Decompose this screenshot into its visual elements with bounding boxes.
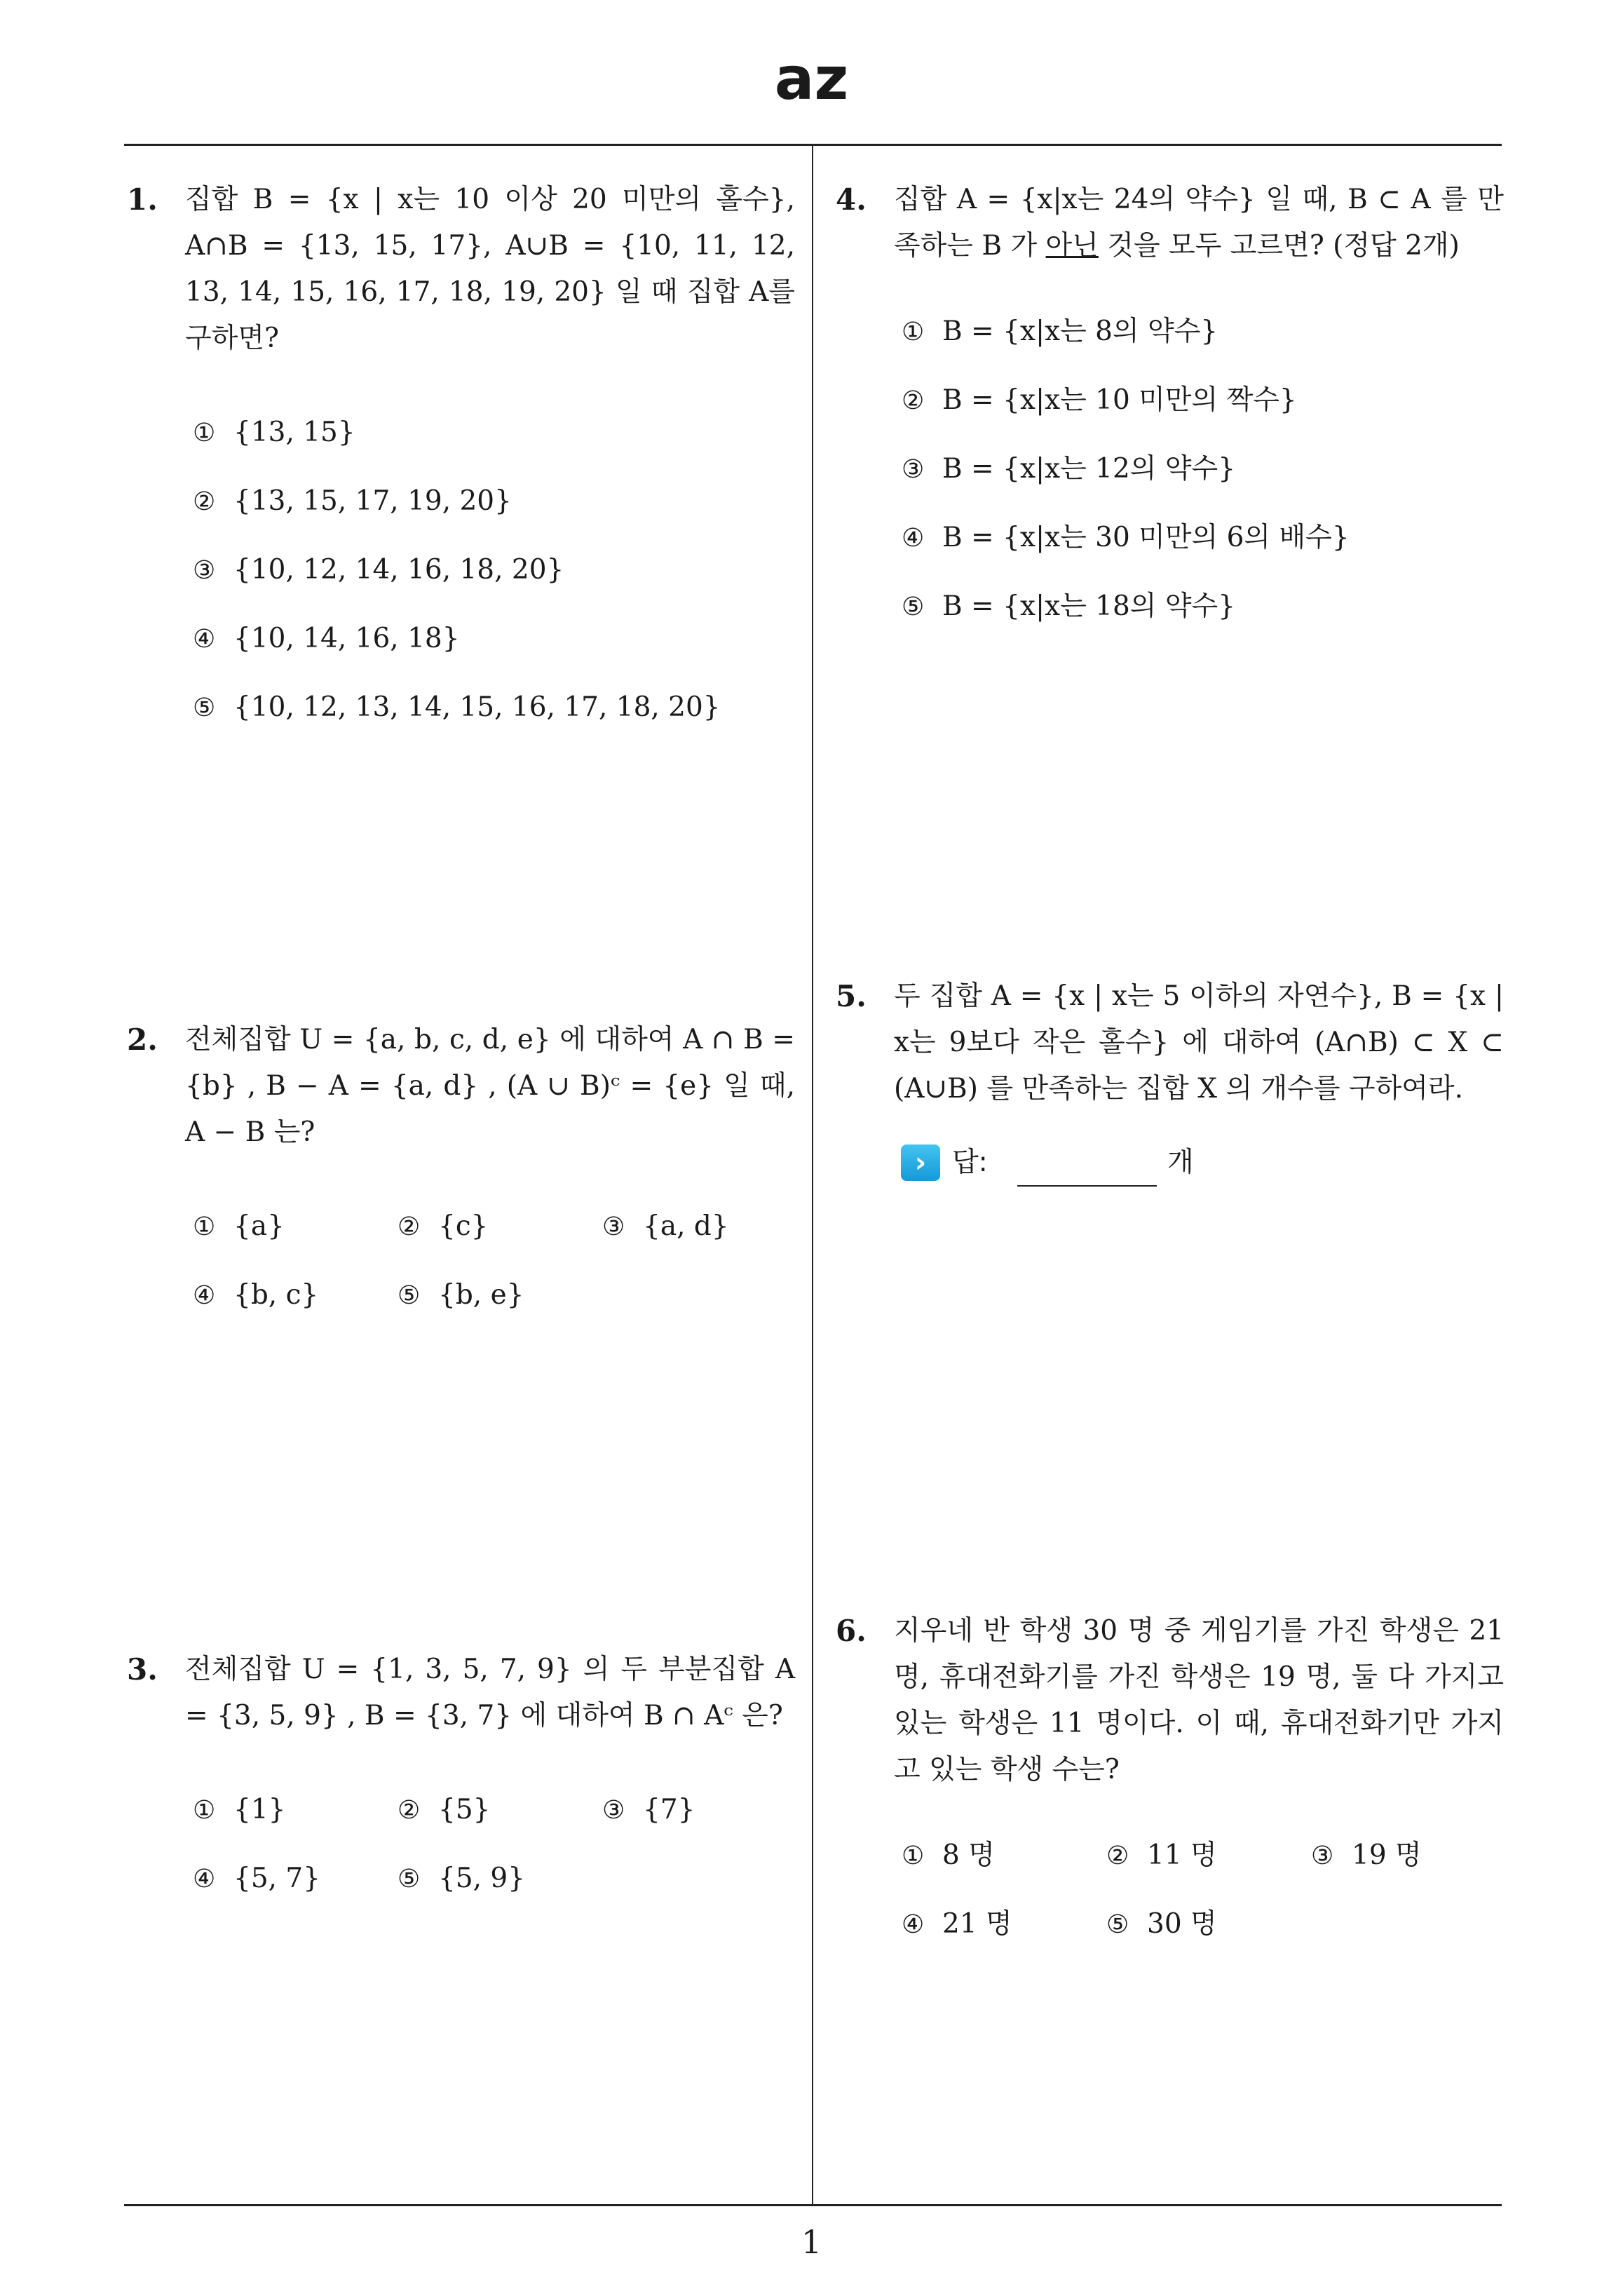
- choice-mark: ④: [193, 625, 216, 654]
- question-stem: 전체집합 U = {a, b, c, d, e} 에 대하여 A ∩ B = {b} , B − A = {a, d} , (A ∪ B)ᶜ = {e} 일 때, A − B 는?: [185, 1024, 795, 1148]
- choice-text: {5}: [438, 1794, 491, 1825]
- question-4: [833, 177, 1506, 641]
- choice-text: B = {x|x는 10 미만의 짝수}: [942, 384, 1297, 416]
- choice-text: B = {x|x는 18의 약수}: [942, 590, 1236, 622]
- choice-text: {b, c}: [233, 1279, 319, 1311]
- question-5: [833, 973, 1506, 1195]
- choice-mark: ⑤: [193, 694, 216, 722]
- choice-list: [193, 1192, 824, 1330]
- choice-3[interactable]: [902, 435, 1506, 504]
- choice-mark: ④: [193, 1281, 216, 1310]
- choice-mark: ②: [902, 386, 925, 415]
- question-2: [124, 1017, 797, 1330]
- choice-mark: ④: [193, 1865, 216, 1893]
- choice-text: {10, 12, 14, 16, 18, 20}: [233, 554, 564, 586]
- choice-list: [902, 297, 1506, 641]
- choice-5[interactable]: [1106, 1890, 1311, 1959]
- question-stem: 집합 B = {x | x는 10 이상 20 미만의 홀수}, A∩B = {13, 15, 17}, A∪B = {10, 11, 12, 13, 14, 15, 16, 17, 18, 19, 20} 일 때 집합 A를 구하면?: [185, 184, 795, 354]
- choice-4[interactable]: [902, 1890, 1106, 1959]
- choice-mark: ③: [602, 1796, 625, 1825]
- choice-text: B = {x|x는 12의 약수}: [942, 453, 1236, 485]
- choice-3[interactable]: [1311, 1821, 1516, 1890]
- choice-4[interactable]: [902, 504, 1506, 572]
- choice-text: {13, 15, 17, 19, 20}: [233, 485, 512, 517]
- answer-label: 답:: [952, 1147, 988, 1178]
- choice-mark: ③: [902, 455, 925, 484]
- choice-1[interactable]: [902, 297, 1506, 366]
- choice-3[interactable]: [602, 1776, 807, 1844]
- choice-4[interactable]: [193, 605, 797, 673]
- choice-mark: ①: [902, 1842, 925, 1870]
- question-stem: 두 집합 A = {x | x는 5 이하의 자연수}, B = {x | x는 9보다 작은 홀수} 에 대하여 (A∩B) ⊂ X ⊂ (A∪B) 를 만족하는 집합 X 의 개수를 구하여라.: [894, 980, 1504, 1105]
- choice-text: B = {x|x는 8의 약수}: [942, 316, 1218, 347]
- answer-unit: 개: [1167, 1147, 1194, 1178]
- choice-text: 19 명: [1352, 1839, 1422, 1871]
- question-number: 4.: [836, 182, 867, 217]
- choice-mark: ⑤: [1106, 1910, 1129, 1939]
- choice-mark: ③: [1311, 1842, 1334, 1870]
- page-number: 1: [801, 2223, 822, 2261]
- choice-mark: ②: [398, 1796, 421, 1825]
- stem-text: 것을 모두 고르면? (정답 2개): [1098, 230, 1460, 262]
- choice-text: 11 명: [1147, 1839, 1217, 1871]
- choice-mark: ⑤: [398, 1865, 421, 1893]
- choice-text: {13, 15}: [233, 417, 355, 448]
- choice-mark: ②: [1106, 1842, 1129, 1870]
- choice-text: {10, 14, 16, 18}: [233, 623, 460, 654]
- stem-text: 집합 A = {x|x는 24의 약수} 일 때, B ⊂ A 를 만족하는 B 가: [894, 184, 1504, 262]
- question-3: [124, 1647, 797, 1913]
- choice-text: {1}: [233, 1794, 286, 1825]
- choice-1[interactable]: [193, 1192, 398, 1261]
- question-number: 2.: [127, 1022, 158, 1057]
- choice-1[interactable]: [193, 1776, 398, 1844]
- question-number: 3.: [127, 1652, 158, 1687]
- choice-2[interactable]: [902, 366, 1506, 435]
- question-number: 6.: [836, 1614, 867, 1648]
- choice-text: B = {x|x는 30 미만의 6의 배수}: [942, 522, 1350, 553]
- footer-divider: [124, 2204, 1502, 2206]
- choice-text: 21 명: [942, 1908, 1012, 1940]
- choice-text: {b, e}: [438, 1279, 524, 1311]
- choice-3[interactable]: [193, 536, 797, 605]
- choice-1[interactable]: [193, 398, 797, 467]
- question-number: 1.: [127, 182, 158, 217]
- question-stem: 전체집합 U = {1, 3, 5, 7, 9} 의 두 부분집합 A = {3, 5, 9} , B = {3, 7} 에 대하여 B ∩ Aᶜ 은?: [185, 1654, 795, 1731]
- choice-mark: ④: [902, 1910, 925, 1939]
- choice-mark: ⑤: [902, 593, 925, 621]
- choice-mark: ②: [193, 487, 216, 516]
- choice-5[interactable]: [398, 1261, 602, 1330]
- choice-2[interactable]: [193, 467, 797, 536]
- question-6: [833, 1608, 1506, 1959]
- question-1: [124, 177, 797, 742]
- choice-1[interactable]: [902, 1821, 1106, 1890]
- choice-4[interactable]: [193, 1261, 398, 1330]
- choice-list: [902, 1821, 1533, 1959]
- choice-text: 8 명: [942, 1839, 995, 1871]
- choice-3[interactable]: [602, 1192, 807, 1261]
- choice-text: {5, 9}: [438, 1863, 526, 1894]
- choice-5[interactable]: [398, 1844, 602, 1913]
- underlined-word: 아닌: [1045, 230, 1099, 262]
- choice-text: {a, d}: [643, 1210, 729, 1242]
- answer-row: [901, 1139, 1506, 1195]
- choice-5[interactable]: [902, 572, 1506, 641]
- choice-mark: ②: [398, 1213, 421, 1241]
- choice-text: 30 명: [1147, 1908, 1217, 1940]
- choice-list: [193, 398, 797, 742]
- choice-2[interactable]: [398, 1776, 602, 1844]
- question-stem: [894, 177, 1504, 269]
- choice-mark: ③: [602, 1213, 625, 1241]
- choice-mark: ①: [902, 318, 925, 346]
- choice-mark: ⑤: [398, 1281, 421, 1310]
- page-title: az: [774, 44, 849, 113]
- choice-text: {10, 12, 13, 14, 15, 16, 17, 18, 20}: [233, 691, 721, 723]
- answer-blank[interactable]: [1017, 1185, 1157, 1187]
- choice-mark: ①: [193, 419, 216, 447]
- choice-mark: ④: [902, 524, 925, 553]
- choice-text: {c}: [438, 1210, 489, 1242]
- choice-mark: ①: [193, 1213, 216, 1241]
- choice-2[interactable]: [398, 1192, 602, 1261]
- question-stem: 지우네 반 학생 30 명 중 게임기를 가진 학생은 21 명, 휴대전화기를 가진 학생은 19 명, 둘 다 가지고 있는 학생은 11 명이다. 이 때, 휴대전화기만 가지고 있는 학생 수는?: [894, 1615, 1504, 1785]
- choice-text: {a}: [233, 1210, 285, 1242]
- choice-list: [193, 1776, 824, 1913]
- choice-2[interactable]: [1106, 1821, 1311, 1890]
- choice-text: {7}: [643, 1794, 695, 1825]
- choice-mark: ③: [193, 556, 216, 585]
- choice-text: {5, 7}: [233, 1863, 321, 1894]
- arrow-right-icon: ›: [901, 1144, 940, 1181]
- choice-5[interactable]: [193, 673, 797, 742]
- choice-mark: ①: [193, 1796, 216, 1825]
- choice-4[interactable]: [193, 1844, 398, 1913]
- question-number: 5.: [836, 979, 867, 1013]
